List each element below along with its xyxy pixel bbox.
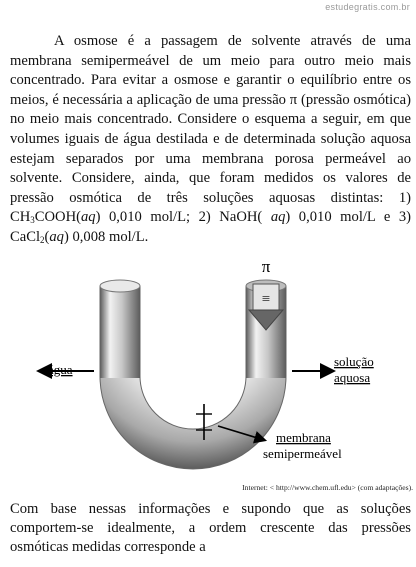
solution-2-formula: aq) 0,010 mol/L e 3)	[270, 209, 411, 226]
left-arm	[100, 286, 140, 378]
intro-text: A osmose é a passagem de solvente através de uma membrana semipermeável de um meio para outro meio mais concentrado. Para evitar a osmose e garantir o equilíbrio entre os meios, é necessária a aplicação de uma pressão π (pressão osmótica) no meio mais concentrado. Considere o esquema a seguir, em que volumes iguais de água destilada e de determinada solução aquosa estejam separados por uma membrana porosa permeável ao solvente. Considere, ainda, que foram medidos os valores de pressão osmótica de três soluções aquosas distintas: 1)	[10, 33, 411, 206]
label-semipermeable: semipermeável	[263, 446, 342, 461]
pi-symbol: π	[261, 258, 271, 276]
solution-1-formula: $CH_3COOH(aq)$ 0,010 mol/L; 2) NaOH(	[10, 209, 263, 226]
question-intro-paragraph	[10, 32, 411, 248]
label-aqueous: aquosa	[334, 370, 371, 385]
osmosis-u-tube-figure	[30, 258, 406, 486]
label-water: água	[48, 362, 73, 377]
u-tube-diagram	[30, 258, 406, 486]
piston-mark: ≡	[261, 292, 271, 305]
question-closing-paragraph: Com base nessas informações e supondo que as soluções comportem-se idealmente, a ordem crescente das pressões osmóticas medidas corresponde a	[10, 501, 411, 555]
left-opening	[100, 280, 140, 292]
label-membrane: membrana	[276, 430, 331, 445]
solution-3-formula: CaCl$_2$(aq) 0,008 mol/L.	[10, 228, 149, 245]
label-solution: solução	[334, 354, 374, 369]
figure-credit: Internet: < http://www.chem.ufl.edu> (com adaptações).	[242, 483, 413, 492]
watermark: estudegratis.com.br	[325, 2, 410, 12]
